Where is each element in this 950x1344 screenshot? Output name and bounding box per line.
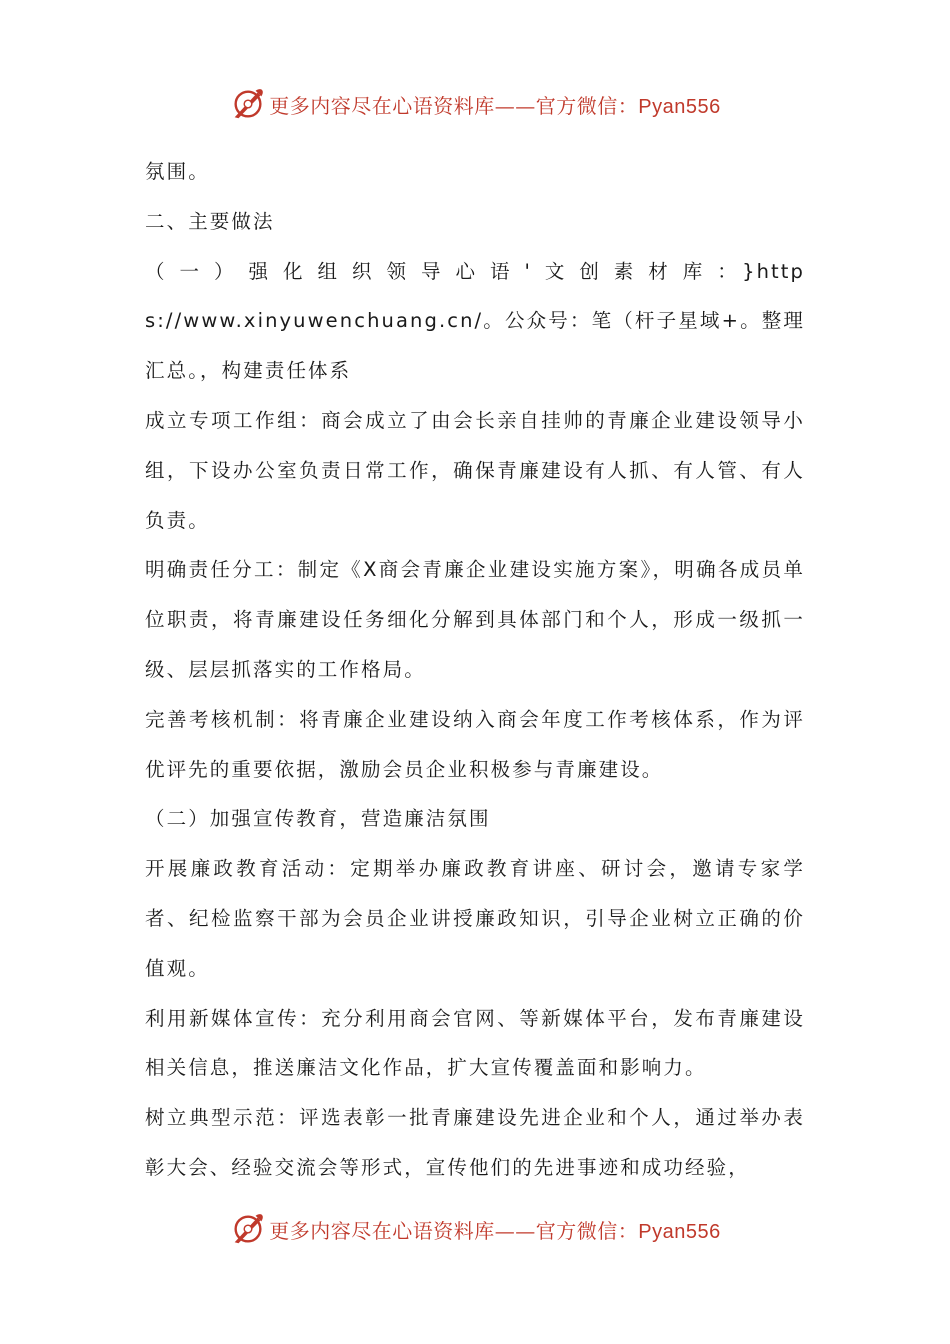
quill-logo-icon — [229, 1210, 267, 1248]
paragraph: （一）强化组织领导心语'文创素材库：}https://www.xinyuwenchuang.cn/。公众号：笔（杆子星域+。整理汇总。，构建责任体系 — [145, 259, 805, 383]
paragraph: 树立典型示范：评选表彰一批青廉建设先进企业和个人，通过举办表彰大会、经验交流会等形式，宣传他们的先进事迹和成功经验， — [145, 1106, 805, 1179]
header-banner — [0, 82, 950, 126]
paragraph: 成立专项工作组：商会成立了由会长亲自挂帅的青廉企业建设领导小组，下设办公室负责日常工作，确保青廉建设有人抓、有人管、有人负责。 — [145, 408, 805, 532]
document-body — [145, 147, 805, 1193]
section-heading: （二）加强宣传教育，营造廉洁氛围 — [145, 807, 491, 831]
paragraph: 完善考核机制：将青廉企业建设纳入商会年度工作考核体系，作为评优评先的重要依据，激励会员企业积极参与青廉建设。 — [145, 707, 805, 781]
paragraph: 利用新媒体宣传：充分利用商会官网、等新媒体平台，发布青廉建设相关信息，推送廉洁文化作品，扩大宣传覆盖面和影响力。 — [145, 1006, 805, 1080]
section-heading: 二、主要做法 — [145, 209, 275, 233]
paragraph: 开展廉政教育活动：定期举办廉政教育讲座、研讨会，邀请专家学者、纪检监察干部为会员企业讲授廉政知识，引导企业树立正确的价值观。 — [145, 857, 805, 980]
footer-banner — [0, 1207, 950, 1251]
paragraph: 氛围。 — [145, 160, 210, 183]
banner-text: 更多内容尽在心语资料库——官方微信：Pyan556 — [269, 93, 721, 118]
banner-text: 更多内容尽在心语资料库——官方微信：Pyan556 — [269, 1218, 721, 1243]
quill-logo-icon — [229, 85, 267, 123]
paragraph: 明确责任分工：制定《X商会青廉企业建设实施方案》，明确各成员单位职责，将青廉建设任务细化分解到具体部门和个人，形成一级抓一级、层层抓落实的工作格局。 — [145, 558, 805, 681]
